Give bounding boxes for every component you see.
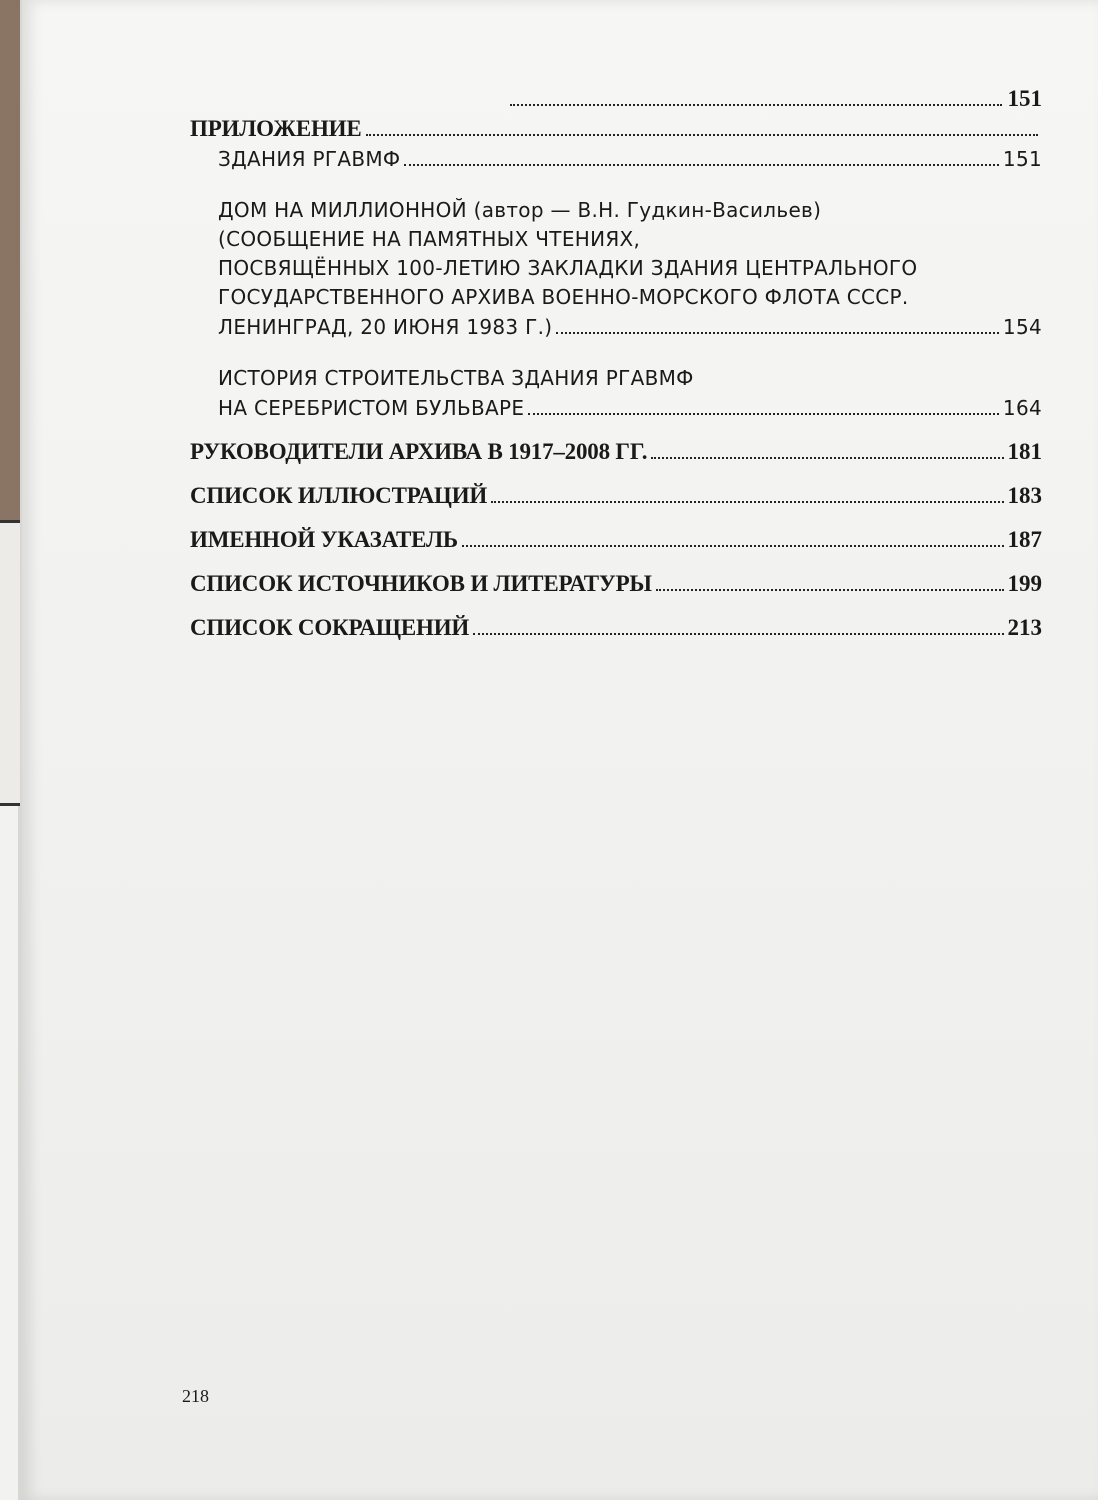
toc-leader [528, 413, 999, 415]
toc-leader [366, 134, 1039, 136]
toc-entry-istoriya [218, 364, 1042, 423]
toc-entry-line: (СООБЩЕНИЕ НА ПАМЯТНЫХ ЧТЕНИЯХ, [218, 227, 641, 251]
toc-leader [510, 104, 1002, 106]
book-page [22, 0, 1098, 1500]
page-number: 218 [182, 1386, 209, 1406]
toc-entry-prilozhenie [190, 114, 1042, 144]
toc-entry-label: ПРИЛОЖЕНИЕ [190, 116, 362, 141]
toc-page-number: 183 [1007, 483, 1042, 508]
toc-leader [651, 457, 1003, 459]
toc-leader [656, 589, 1004, 591]
toc-entry-label: СПИСОК ИСТОЧНИКОВ И ЛИТЕРАТУРЫ [190, 571, 652, 596]
toc-prev-leader [190, 84, 1042, 114]
toc-entry-label: ИМЕННОЙ УКАЗАТЕЛЬ [190, 527, 458, 552]
toc-entry-line: ПОСВЯЩЁННЫХ 100-ЛЕТИЮ ЗАКЛАДКИ ЗДАНИЯ ЦЕНТРАЛЬНОГО [218, 256, 918, 280]
toc-entry-label: ЗДАНИЯ РГАВМФ [218, 147, 401, 171]
toc-page-number: 213 [1007, 615, 1042, 640]
toc-entry-line: ДОМ НА МИЛЛИОННОЙ (автор — В.Н. Гудкин-Васильев) [218, 198, 822, 222]
toc-entry-ukazatel [190, 525, 1042, 555]
toc-entry-label: НА СЕРЕБРИСТОМ БУЛЬВАРЕ [218, 396, 525, 420]
toc-entry-dom-last [218, 312, 1042, 342]
toc-entry-illyustratsii [190, 481, 1042, 511]
book-cover-edge [0, 0, 20, 520]
toc-entry-rukovoditeli [190, 437, 1042, 467]
toc-entry-istoriya-last [218, 393, 1042, 423]
table-of-contents [190, 84, 1042, 643]
book-spine-band [0, 520, 20, 806]
toc-leader [404, 164, 999, 166]
toc-page-number: 151 [1002, 147, 1042, 171]
toc-page-number: 187 [1007, 527, 1042, 552]
toc-entry-label: РУКОВОДИТЕЛИ АРХИВА В 1917–2008 ГГ. [190, 439, 648, 464]
toc-leader [473, 633, 1003, 635]
toc-entry-line: ГОСУДАРСТВЕННОГО АРХИВА ВОЕННО-МОРСКОГО ФЛОТА СССР. [218, 285, 909, 309]
toc-entry-line: ИСТОРИЯ СТРОИТЕЛЬСТВА ЗДАНИЯ РГАВМФ [218, 366, 694, 390]
toc-page-number: 151 [1007, 86, 1042, 111]
toc-entry-dom [218, 196, 1042, 342]
toc-entry-label: СПИСОК СОКРАЩЕНИЙ [190, 615, 470, 640]
toc-page-number: 181 [1007, 439, 1042, 464]
toc-entry-istochniki [190, 569, 1042, 599]
toc-entry-label: ЛЕНИНГРАД, 20 ИЮНЯ 1983 Г.) [218, 315, 553, 339]
toc-entry-zdaniya [218, 144, 1042, 174]
toc-page-number: 154 [1002, 315, 1042, 339]
toc-leader [462, 545, 1004, 547]
toc-page-number: 164 [1002, 396, 1042, 420]
toc-entry-label: СПИСОК ИЛЛЮСТРАЦИЙ [190, 483, 488, 508]
toc-page-number: 199 [1007, 571, 1042, 596]
toc-entry-sokrashcheniya [190, 613, 1042, 643]
toc-leader [556, 332, 999, 334]
toc-leader [491, 501, 1003, 503]
